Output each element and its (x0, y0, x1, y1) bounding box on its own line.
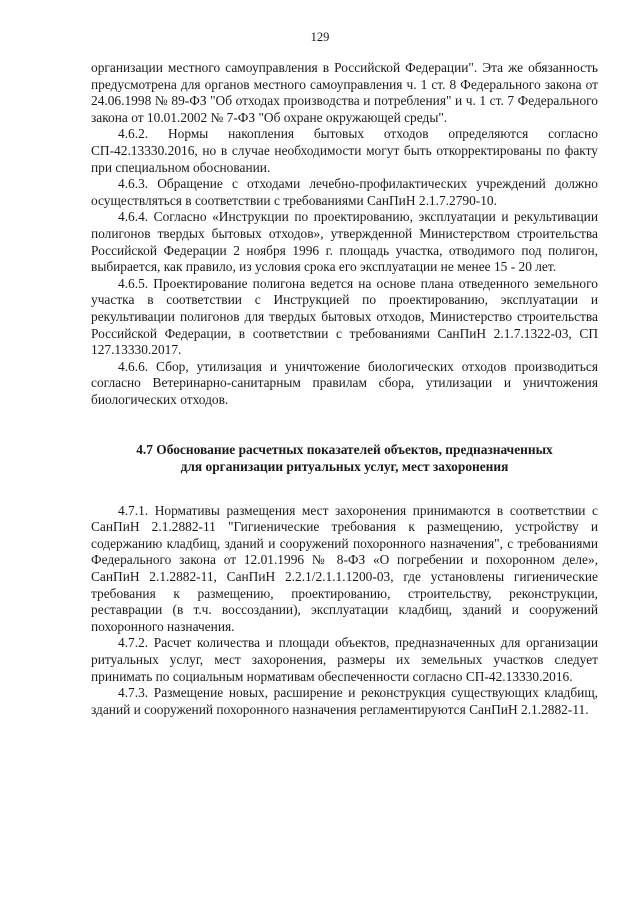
section-heading-4-7 (91, 442, 598, 475)
paragraph-continuation: организации местного самоуправления в Российской Федерации". Эта же обязанность предусмотрена для органов местного самоуправления ч. 1 ст. 8 Федерального закона от 24.06.1998 № 89-ФЗ "Об отходах производства и потребления" и ч. 1 ст. 7 Федерального закона от 10.01.2002 № 7-ФЗ "Об охране окружающей среды". (91, 60, 598, 125)
spacer (91, 408, 598, 428)
paragraph-4-7-2: 4.7.2. Расчет количества и площади объектов, предназначенных для организации ритуальных услуг, мест захоронения, размеры их земельных участков следует принимать по социальным нормативам обеспеченности согласно СП-42.13330.2016. (91, 635, 598, 684)
paragraph-4-6-6: 4.6.6. Сбор, утилизация и уничтожение биологических отходов производиться согласно Ветеринарно-санитарным правилам сбора, утилизации и уничтожения биологических отходов. (91, 358, 598, 407)
page-content (91, 60, 598, 718)
section-heading-line-2: для организации ритуальных услуг, мест захоронения (180, 459, 509, 475)
paragraph-4-7-1: 4.7.1. Нормативы размещения мест захоронения принимаются в соответствии с СанПиН 2.1.2882-11 "Гигиенические требования к размещению, устройству и содержанию кладбищ, зданий и сооружений похоронного назначения", с требованиями Федерального закона от 12.01.1996 № 8-ФЗ «О погребении и похоронном деле», СанПиН 2.1.2882-11, СанПиН 2.2.1/2.1.1.1200-03, где установлены гигиенические требования к размещению, проектированию, строительству, реконструкции, реставрации (в т.ч. воссоздании), эксплуатации кладбищ, зданий и сооружений похоронного назначения. (91, 502, 598, 634)
paragraph-4-7-3: 4.7.3. Размещение новых, расширение и реконструкция существующих кладбищ, зданий и сооружений похоронного назначения регламентируются СанПиН 2.1.2882-11. (91, 685, 598, 717)
paragraph-4-6-2: 4.6.2. Нормы накопления бытовых отходов определяются согласно СП-42.13330.2016, но в случае необходимости могут быть откорректированы по факту при специальном обосновании. (91, 126, 598, 175)
paragraph-4-6-4: 4.6.4. Согласно «Инструкции по проектированию, эксплуатации и рекультивации полигонов твердых бытовых отходов», утвержденной Министерством строительства Российской Федерации 2 ноября 1996 г. площадь участка, отводимого под полигон, выбирается, как правило, из условия срока его эксплуатации не менее 15 - 20 лет. (91, 209, 598, 275)
paragraph-4-6-5: 4.6.5. Проектирование полигона ведется на основе плана отведенного земельного участка в соответствии с Инструкцией по проектированию, эксплуатации и рекультивации полигонов для твердых бытовых отходов, Министерство строительства Российской Федерации, в соответствии с требованиями СанПиН 2.1.7.1322-03, СП 127.13330.2017. (91, 275, 598, 358)
paragraph-4-6-3: 4.6.3. Обращение с отходами лечебно-профилактических учреждений должно осуществляться в соответствии с требованиями СанПиН 2.1.7.2790-10. (91, 176, 598, 208)
page-number: 129 (310, 30, 330, 44)
section-heading-line-1: 4.7 Обоснование расчетных показателей объектов, предназначенных (136, 442, 553, 458)
